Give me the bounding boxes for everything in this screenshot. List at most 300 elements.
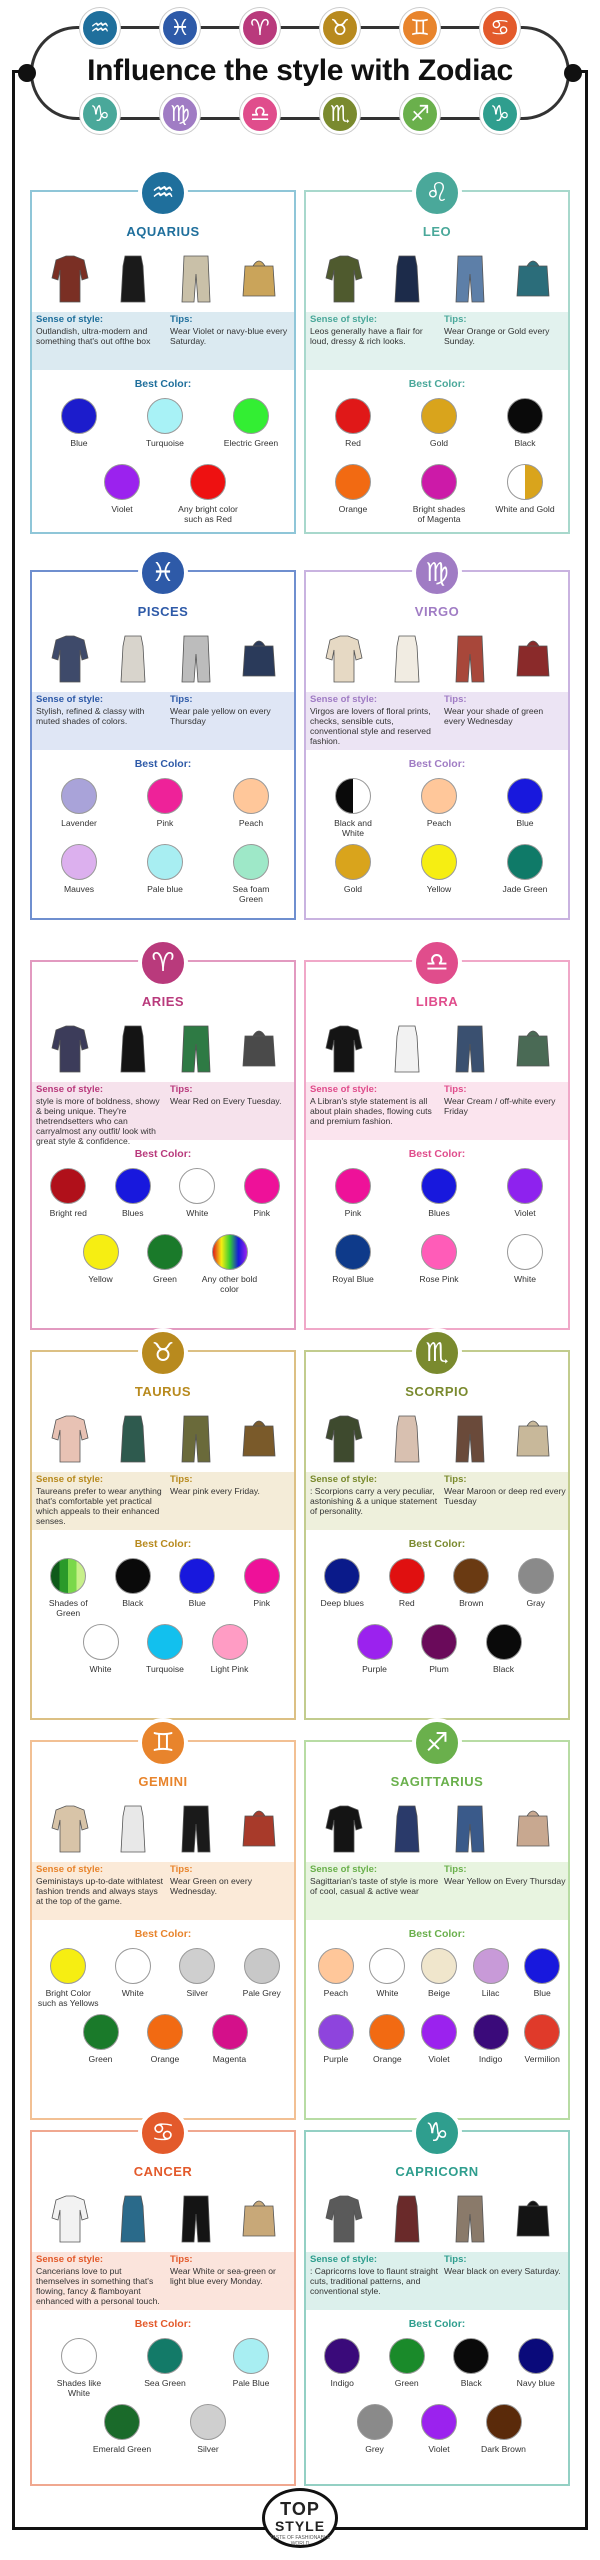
color-swatch-circle bbox=[104, 464, 140, 500]
tips-text: Wear pale yellow on every Thursday bbox=[170, 706, 271, 726]
libra-icon: ♎ bbox=[412, 938, 462, 988]
color-swatch-circle bbox=[233, 778, 269, 814]
color-swatch-label: White bbox=[121, 1988, 144, 1998]
scorpio-icon: ♏ bbox=[412, 1328, 462, 1378]
sense-of-style-heading: Sense of style: bbox=[310, 1864, 378, 1875]
color-swatch bbox=[311, 2338, 373, 2388]
color-swatch bbox=[511, 2014, 573, 2064]
color-swatch-circle bbox=[244, 1948, 280, 1984]
taurus-icon: ♉ bbox=[320, 8, 360, 48]
color-swatch-label: White bbox=[89, 1664, 112, 1674]
color-swatch bbox=[494, 464, 556, 514]
color-swatch bbox=[220, 398, 282, 448]
color-swatch-circle bbox=[83, 1234, 119, 1270]
color-swatch-label: Light Pink bbox=[210, 1664, 249, 1674]
color-swatch bbox=[322, 844, 384, 894]
sign-name: LEO bbox=[422, 224, 452, 239]
color-swatch-label: Violet bbox=[111, 504, 133, 514]
color-swatch-circle bbox=[524, 2014, 560, 2050]
color-swatch-circle bbox=[233, 2338, 269, 2374]
clothing-images bbox=[312, 244, 564, 306]
clothing-item-image bbox=[322, 1022, 366, 1076]
clothing-item-image bbox=[111, 2192, 155, 2246]
color-swatch-label: White and Gold bbox=[495, 504, 555, 514]
color-swatch-circle bbox=[115, 1948, 151, 1984]
sagittarius-icon: ♐ bbox=[412, 1718, 462, 1768]
clothing-item-image bbox=[174, 252, 218, 306]
color-swatch-label: Green bbox=[394, 2378, 419, 2388]
color-swatch-circle bbox=[61, 398, 97, 434]
clothing-item-image bbox=[322, 2192, 366, 2246]
tips-heading: Tips: bbox=[444, 1084, 467, 1095]
clothing-item-image bbox=[385, 632, 429, 686]
color-swatch-label: Indigo bbox=[478, 2054, 503, 2064]
color-swatch-circle bbox=[507, 778, 543, 814]
scorpio-icon: ♏ bbox=[320, 94, 360, 134]
color-swatch bbox=[166, 1558, 228, 1608]
color-swatch-circle bbox=[507, 1234, 543, 1270]
color-swatch-label: Peach bbox=[426, 818, 452, 828]
tips-heading: Tips: bbox=[170, 314, 193, 325]
color-swatch-label: Black bbox=[122, 1598, 144, 1608]
style-tips-band bbox=[32, 1862, 294, 1920]
color-swatch-label: Yellow bbox=[426, 884, 452, 894]
sign-name: SAGITTARIUS bbox=[390, 1774, 484, 1789]
color-swatch-circle bbox=[83, 2014, 119, 2050]
color-swatch bbox=[344, 1624, 406, 1674]
color-swatch-label: White bbox=[376, 1988, 399, 1998]
gemini-icon: ♊ bbox=[138, 1718, 188, 1768]
sign-name: ARIES bbox=[141, 994, 185, 1009]
tips-heading: Tips: bbox=[444, 314, 467, 325]
color-swatch bbox=[440, 2338, 502, 2388]
libra-icon: ♎ bbox=[240, 94, 280, 134]
cancer-icon: ♋ bbox=[480, 8, 520, 48]
color-swatch bbox=[505, 2338, 567, 2388]
color-swatch bbox=[408, 1168, 470, 1218]
color-swatch bbox=[408, 1624, 470, 1674]
clothing-item-image bbox=[174, 632, 218, 686]
color-swatch bbox=[408, 464, 470, 524]
aquarius-icon: ♒ bbox=[80, 8, 120, 48]
color-swatch-label: Purple bbox=[362, 1664, 387, 1674]
color-swatch-circle bbox=[357, 2404, 393, 2440]
color-swatch-label: Black bbox=[514, 438, 536, 448]
color-swatch-circle bbox=[61, 2338, 97, 2374]
sense-of-style-heading: Sense of style: bbox=[36, 314, 104, 325]
color-swatch-circle bbox=[421, 844, 457, 880]
tips-heading: Tips: bbox=[444, 2254, 467, 2265]
color-swatch-label: Beige bbox=[428, 1988, 450, 1998]
color-swatch-circle bbox=[421, 2014, 457, 2050]
zodiac-panel-capricorn bbox=[304, 2118, 570, 2486]
color-swatch-label: Pale Blue bbox=[232, 2378, 270, 2388]
color-swatch-circle bbox=[212, 1624, 248, 1660]
color-swatch bbox=[344, 2404, 406, 2454]
best-color-heading: Best Color: bbox=[134, 378, 192, 390]
clothing-item-image bbox=[48, 1022, 92, 1076]
color-swatch-label: Sea foam Green bbox=[232, 884, 270, 904]
tips-heading: Tips: bbox=[444, 1864, 467, 1875]
virgo-icon: ♍ bbox=[412, 548, 462, 598]
color-swatch-circle bbox=[335, 1168, 371, 1204]
sign-name: TAURUS bbox=[134, 1384, 192, 1399]
pisces-icon: ♓ bbox=[160, 8, 200, 48]
sense-of-style-text: Geministays up-to-date withlatest fashion trends and always stays at the top of the game. bbox=[36, 1876, 164, 1906]
color-swatch-circle bbox=[335, 1234, 371, 1270]
clothing-item-image bbox=[448, 1802, 492, 1856]
sense-of-style-heading: Sense of style: bbox=[36, 1864, 104, 1875]
sense-of-style-heading: Sense of style: bbox=[310, 1474, 378, 1485]
color-swatch-circle bbox=[244, 1558, 280, 1594]
color-swatch-label: Pink bbox=[156, 818, 174, 828]
gemini-icon: ♊ bbox=[400, 8, 440, 48]
color-swatch-circle bbox=[507, 464, 543, 500]
sense-of-style-heading: Sense of style: bbox=[310, 694, 378, 705]
clothing-images bbox=[312, 2184, 564, 2246]
color-swatch-label: Pale Grey bbox=[242, 1988, 281, 1998]
color-swatch bbox=[134, 2338, 196, 2388]
color-swatch-label: Brown bbox=[459, 1598, 484, 1608]
color-swatch bbox=[70, 1234, 132, 1284]
color-swatch-circle bbox=[233, 398, 269, 434]
color-swatch bbox=[473, 2404, 535, 2454]
color-swatch bbox=[48, 778, 110, 828]
color-swatch bbox=[166, 1168, 228, 1218]
color-swatch bbox=[322, 1168, 384, 1218]
best-color-heading: Best Color: bbox=[408, 758, 466, 770]
color-swatch-label: Electric Green bbox=[223, 438, 279, 448]
sense-of-style-heading: Sense of style: bbox=[310, 314, 378, 325]
color-swatch-circle bbox=[389, 1558, 425, 1594]
color-swatch-label: Jade Green bbox=[502, 884, 548, 894]
clothing-images bbox=[312, 1014, 564, 1076]
clothing-item-image bbox=[111, 1022, 155, 1076]
tips-text: Wear Cream / off-white every Friday bbox=[444, 1096, 556, 1116]
color-swatch bbox=[177, 2404, 239, 2454]
color-swatch-circle bbox=[335, 464, 371, 500]
sense-of-style-heading: Sense of style: bbox=[310, 2254, 378, 2265]
clothing-item-image bbox=[48, 1802, 92, 1856]
color-swatch-label: Royal Blue bbox=[332, 1274, 374, 1284]
tips-text: Wear Maroon or deep red every Tuesday bbox=[444, 1486, 566, 1506]
taurus-icon: ♉ bbox=[138, 1328, 188, 1378]
clothing-item-image bbox=[448, 1412, 492, 1466]
sense-of-style-heading: Sense of style: bbox=[36, 694, 104, 705]
color-swatch bbox=[102, 1558, 164, 1608]
zodiac-panel-sagittarius bbox=[304, 1728, 570, 2120]
aries-icon: ♈ bbox=[138, 938, 188, 988]
color-swatch-circle bbox=[421, 1624, 457, 1660]
color-swatch-label: Blue bbox=[516, 818, 534, 828]
best-color-heading: Best Color: bbox=[134, 1928, 192, 1940]
color-swatch-circle bbox=[421, 2404, 457, 2440]
color-swatch-circle bbox=[524, 1948, 560, 1984]
sign-name: PISCES bbox=[137, 604, 189, 619]
color-swatch-circle bbox=[421, 778, 457, 814]
color-swatch bbox=[511, 1948, 573, 1998]
clothing-item-image bbox=[237, 2192, 281, 2246]
color-swatch-label: Blue bbox=[188, 1598, 206, 1608]
sense-of-style-heading: Sense of style: bbox=[36, 1474, 104, 1485]
color-swatch-label: Deep blues bbox=[320, 1598, 364, 1608]
color-swatch-label: Any bright color such as Red bbox=[178, 504, 238, 524]
color-swatch-label: Dark Brown bbox=[481, 2444, 526, 2454]
color-swatch-circle bbox=[318, 1948, 354, 1984]
zodiac-panel-aquarius bbox=[30, 178, 296, 534]
clothing-images bbox=[312, 1404, 564, 1466]
color-swatch-circle bbox=[50, 1948, 86, 1984]
pisces-icon: ♓ bbox=[138, 548, 188, 598]
color-swatch-label: Lilac bbox=[481, 1988, 500, 1998]
zodiac-panel-gemini bbox=[30, 1728, 296, 2120]
color-swatch bbox=[376, 2338, 438, 2388]
color-swatch bbox=[322, 464, 384, 514]
color-swatch-circle bbox=[518, 2338, 554, 2374]
zodiac-panel-leo bbox=[304, 178, 570, 534]
style-tips-band bbox=[306, 1472, 568, 1530]
clothing-item-image bbox=[385, 1412, 429, 1466]
color-swatch-label: Green bbox=[153, 1274, 177, 1284]
style-tips-band bbox=[306, 692, 568, 750]
clothing-item-image bbox=[111, 252, 155, 306]
color-swatch bbox=[48, 2338, 110, 2398]
clothing-item-image bbox=[111, 1412, 155, 1466]
capricorn-icon: ♑ bbox=[412, 2108, 462, 2158]
color-swatch bbox=[494, 1168, 556, 1218]
color-swatch-label: Indigo bbox=[330, 2378, 354, 2388]
style-tips-band bbox=[32, 2252, 294, 2310]
color-swatch-circle bbox=[357, 1624, 393, 1660]
clothing-item-image bbox=[511, 1412, 555, 1466]
color-swatch-label: Shades of Green bbox=[48, 1598, 88, 1618]
color-swatch bbox=[199, 2014, 261, 2064]
tips-text: Wear Red on Every Tuesday. bbox=[170, 1096, 282, 1106]
color-swatch-circle bbox=[179, 1558, 215, 1594]
color-swatch bbox=[102, 1168, 164, 1218]
sense-of-style-text: Taureans prefer to wear anything that's comfortable yet practical which appeals to their enhanced senses. bbox=[36, 1486, 162, 1526]
color-swatch-label: Pink bbox=[253, 1598, 271, 1608]
tips-heading: Tips: bbox=[444, 694, 467, 705]
color-swatch-circle bbox=[147, 2338, 183, 2374]
clothing-images bbox=[38, 2184, 290, 2246]
color-swatch-circle bbox=[453, 1558, 489, 1594]
clothing-item-image bbox=[237, 1022, 281, 1076]
color-swatch-circle bbox=[147, 778, 183, 814]
color-swatch-label: Silver bbox=[197, 2444, 219, 2454]
color-swatch-circle bbox=[421, 1948, 457, 1984]
color-swatch-label: Bright shades of Magenta bbox=[412, 504, 466, 524]
color-swatch-label: Vermilion bbox=[524, 2054, 560, 2064]
sense-of-style-text: Outlandish, ultra-modern and something that's out ofthe box bbox=[36, 326, 151, 346]
clothing-images bbox=[38, 244, 290, 306]
clothing-item-image bbox=[448, 252, 492, 306]
clothing-item-image bbox=[48, 252, 92, 306]
cancer-icon: ♋ bbox=[138, 2108, 188, 2158]
sign-name: VIRGO bbox=[414, 604, 460, 619]
sign-name: SCORPIO bbox=[405, 1384, 469, 1399]
sense-of-style-text: Cancerians love to put themselves in something that's flowing, fancy & flamboyant enhanced with a personal touch. bbox=[36, 2266, 160, 2306]
clothing-item-image bbox=[385, 1802, 429, 1856]
color-swatch bbox=[37, 1558, 99, 1618]
best-color-heading: Best Color: bbox=[408, 2318, 466, 2330]
color-swatch-label: Orange bbox=[338, 504, 368, 514]
sense-of-style-text: style is more of boldness, showy & being unique. They're thetrendsetters who can carryalmost any outfit/ look with great style & confidence. bbox=[36, 1096, 160, 1146]
color-swatch-label: Silver bbox=[186, 1988, 208, 1998]
aries-icon: ♈ bbox=[240, 8, 280, 48]
color-swatch bbox=[70, 2014, 132, 2064]
color-swatch bbox=[494, 1234, 556, 1284]
color-swatch-label: Magenta bbox=[212, 2054, 247, 2064]
color-swatch-label: Blues bbox=[122, 1208, 144, 1218]
color-swatch-circle bbox=[212, 1234, 248, 1270]
zodiac-panel-scorpio bbox=[304, 1338, 570, 1720]
clothing-images bbox=[38, 624, 290, 686]
clothing-item-image bbox=[237, 252, 281, 306]
best-color-heading: Best Color: bbox=[408, 1148, 466, 1160]
capricorn-icon: ♑ bbox=[480, 94, 520, 134]
sense-of-style-text: Sagittarian's taste of style is more of cool, casual & active wear bbox=[310, 1876, 439, 1896]
color-swatch-circle bbox=[147, 1234, 183, 1270]
tips-heading: Tips: bbox=[444, 1474, 467, 1485]
clothing-item-image bbox=[385, 2192, 429, 2246]
color-swatch-label: Blue bbox=[533, 1988, 551, 1998]
tips-text: Wear black on every Saturday. bbox=[444, 2266, 561, 2276]
color-swatch-circle bbox=[104, 2404, 140, 2440]
sign-name: AQUARIUS bbox=[126, 224, 200, 239]
color-swatch-label: Any other bold color bbox=[201, 1274, 258, 1294]
clothing-item-image bbox=[174, 1412, 218, 1466]
color-swatch-circle bbox=[147, 398, 183, 434]
color-swatch bbox=[166, 1948, 228, 1998]
color-swatch-label: White bbox=[186, 1208, 209, 1218]
tips-text: Wear Orange or Gold every Sunday. bbox=[444, 326, 550, 346]
clothing-item-image bbox=[237, 1412, 281, 1466]
color-swatch-circle bbox=[507, 1168, 543, 1204]
virgo-icon: ♍ bbox=[160, 94, 200, 134]
banner-right-dot bbox=[564, 64, 582, 82]
color-swatch bbox=[91, 2404, 153, 2454]
color-swatch-label: Rose Pink bbox=[419, 1274, 459, 1284]
color-swatch bbox=[37, 1948, 99, 2008]
leo-icon: ♌ bbox=[412, 168, 462, 218]
color-swatch bbox=[177, 464, 239, 524]
tips-heading: Tips: bbox=[170, 2254, 193, 2265]
color-swatch-circle bbox=[507, 844, 543, 880]
style-tips-band bbox=[32, 692, 294, 750]
color-swatch bbox=[376, 1558, 438, 1608]
color-swatch bbox=[48, 398, 110, 448]
color-swatch-label: Lavender bbox=[61, 818, 97, 828]
clothing-item-image bbox=[48, 1412, 92, 1466]
sense-of-style-heading: Sense of style: bbox=[36, 1084, 104, 1095]
color-swatch-circle bbox=[61, 778, 97, 814]
tips-heading: Tips: bbox=[170, 1864, 193, 1875]
color-swatch-circle bbox=[115, 1168, 151, 1204]
tips-text: Wear pink every Friday. bbox=[170, 1486, 260, 1496]
color-swatch bbox=[134, 1234, 196, 1284]
tips-text: Wear White or sea-green or light blue every Monday. bbox=[170, 2266, 276, 2286]
color-swatch-label: Turquoise bbox=[146, 1664, 184, 1674]
zodiac-panel-libra bbox=[304, 948, 570, 1330]
color-swatch bbox=[134, 844, 196, 894]
style-tips-band bbox=[306, 312, 568, 370]
style-tips-band bbox=[306, 2252, 568, 2310]
color-swatch-circle bbox=[83, 1624, 119, 1660]
color-swatch-label: Plum bbox=[429, 1664, 449, 1674]
color-swatch-label: Gold bbox=[343, 884, 363, 894]
clothing-images bbox=[38, 1014, 290, 1076]
color-swatch-label: Pink bbox=[253, 1208, 271, 1218]
color-swatch-label: Shades like White bbox=[56, 2378, 102, 2398]
style-tips-band bbox=[32, 1082, 294, 1146]
sagittarius-icon: ♐ bbox=[400, 94, 440, 134]
color-swatch bbox=[220, 844, 282, 904]
color-swatch-label: Green bbox=[88, 2054, 113, 2064]
color-swatch bbox=[70, 1624, 132, 1674]
color-swatch-circle bbox=[324, 1558, 360, 1594]
color-swatch-label: Peach bbox=[238, 818, 264, 828]
color-swatch-label: Violet bbox=[514, 1208, 536, 1218]
color-swatch bbox=[311, 1558, 373, 1608]
color-swatch bbox=[322, 778, 384, 838]
sense-of-style-text: A Libran's style statement is all about plain shades, flowing cuts and premium fashion. bbox=[310, 1096, 432, 1126]
color-swatch bbox=[231, 1948, 293, 1998]
color-swatch bbox=[134, 1624, 196, 1674]
clothing-item-image bbox=[511, 2192, 555, 2246]
style-tips-band bbox=[32, 312, 294, 370]
clothing-item-image bbox=[448, 1022, 492, 1076]
clothing-item-image bbox=[511, 1022, 555, 1076]
best-color-heading: Best Color: bbox=[408, 1928, 466, 1940]
color-swatch-label: Red bbox=[398, 1598, 415, 1608]
color-swatch-circle bbox=[389, 2338, 425, 2374]
sense-of-style-text: : Capricorns love to flaunt straight cuts, traditional patterns, and conventional style. bbox=[310, 2266, 439, 2296]
sign-name: LIBRA bbox=[415, 994, 459, 1009]
color-swatch-label: Bright Color such as Yellows bbox=[37, 1988, 99, 2008]
clothing-item-image bbox=[511, 1802, 555, 1856]
clothing-item-image bbox=[322, 1802, 366, 1856]
zodiac-panel-pisces bbox=[30, 558, 296, 920]
color-swatch-circle bbox=[50, 1558, 86, 1594]
clothing-images bbox=[312, 1794, 564, 1856]
clothing-item-image bbox=[448, 2192, 492, 2246]
color-swatch bbox=[408, 1234, 470, 1284]
color-swatch bbox=[48, 844, 110, 894]
clothing-item-image bbox=[174, 2192, 218, 2246]
color-swatch bbox=[408, 778, 470, 828]
zodiac-panel-cancer bbox=[30, 2118, 296, 2486]
color-swatch-label: Pink bbox=[344, 1208, 362, 1218]
color-swatch-circle bbox=[179, 1168, 215, 1204]
color-swatch-circle bbox=[190, 464, 226, 500]
color-swatch-label: Violet bbox=[428, 2054, 450, 2064]
color-swatch-label: Sea Green bbox=[144, 2378, 186, 2388]
tips-text: Wear your shade of green every Wednesday bbox=[444, 706, 544, 726]
color-swatch-label: Red bbox=[345, 438, 361, 448]
clothing-item-image bbox=[448, 632, 492, 686]
color-swatch bbox=[494, 398, 556, 448]
color-swatch-label: Black and White bbox=[334, 818, 372, 838]
clothing-item-image bbox=[385, 252, 429, 306]
clothing-item-image bbox=[111, 632, 155, 686]
clothing-item-image bbox=[48, 632, 92, 686]
color-swatch-circle bbox=[421, 1168, 457, 1204]
sense-of-style-text: Stylish, refined & classy with muted shades of colors. bbox=[36, 706, 145, 726]
color-swatch-circle bbox=[335, 398, 371, 434]
color-swatch bbox=[322, 398, 384, 448]
color-swatch-circle bbox=[190, 2404, 226, 2440]
